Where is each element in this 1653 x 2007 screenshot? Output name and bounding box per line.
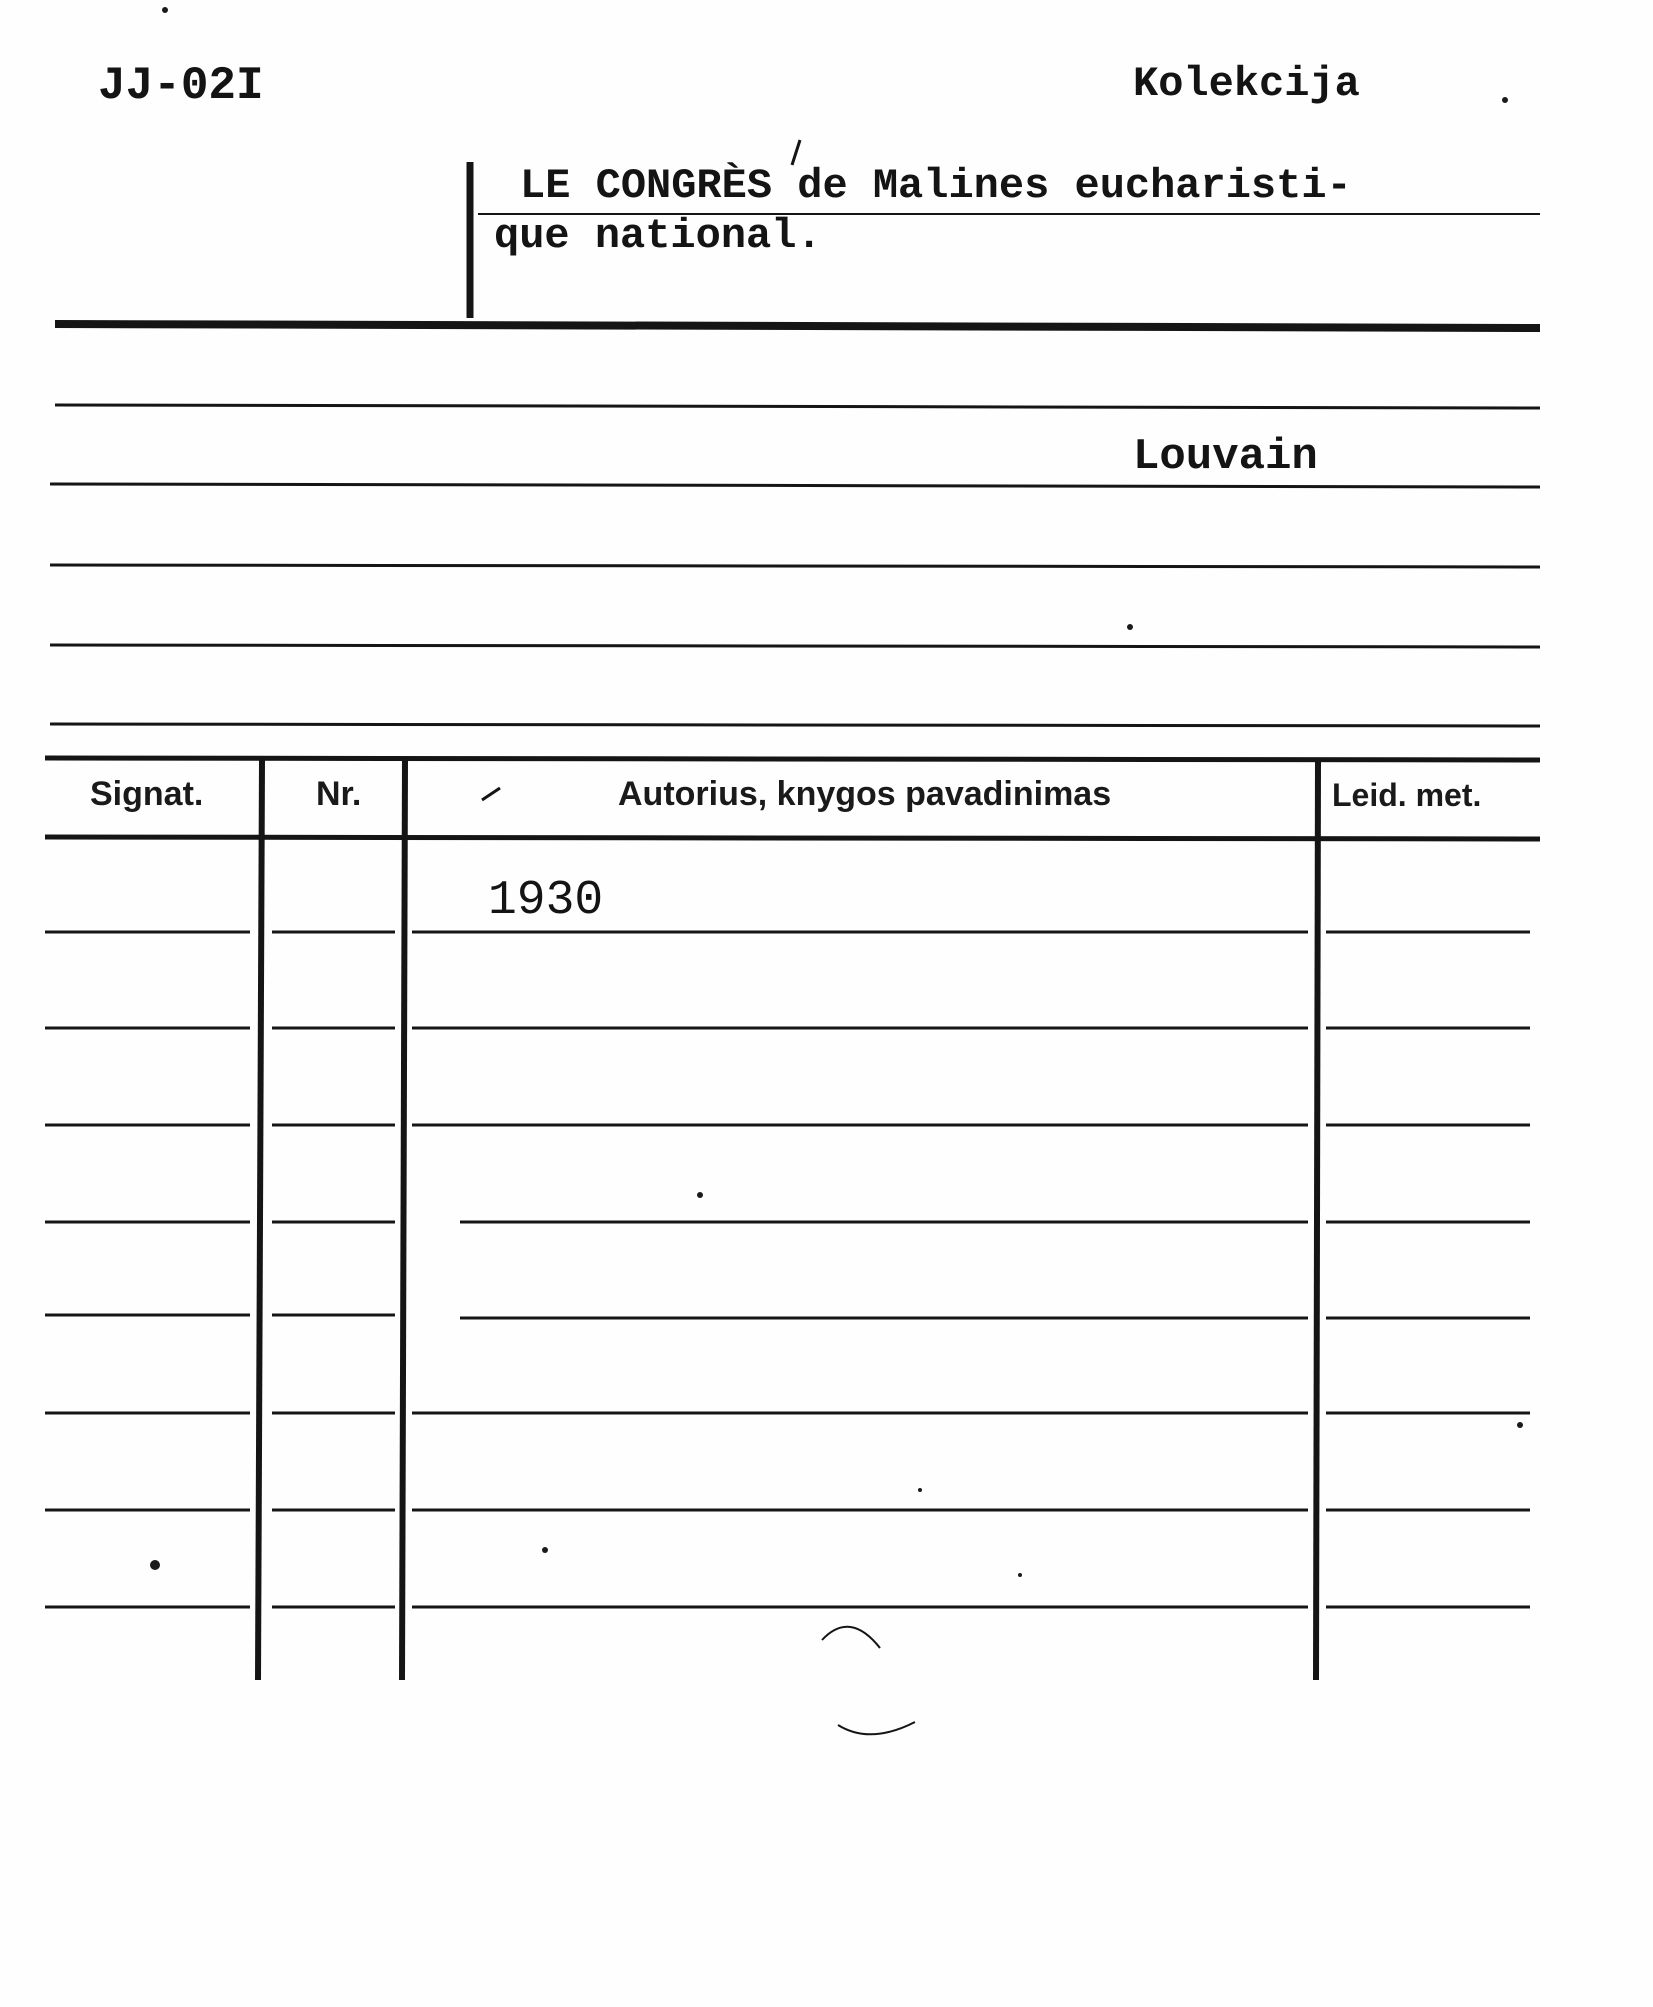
title-line-2: que national. xyxy=(494,212,822,260)
column-divider xyxy=(1316,760,1318,1680)
column-header-signat: Signat. xyxy=(90,775,204,813)
column-header-year: Leid. met. xyxy=(1332,777,1482,813)
rule-line xyxy=(50,565,1540,567)
rule-line xyxy=(50,724,1540,726)
hole-arc xyxy=(822,1627,880,1648)
hole-arc xyxy=(838,1722,915,1734)
column-divider xyxy=(258,760,262,1680)
pen-mark xyxy=(482,788,500,800)
place-of-publication: Louvain xyxy=(1133,432,1318,482)
column-divider xyxy=(402,760,405,1680)
column-header-nr: Nr. xyxy=(316,775,362,813)
table-row-title: 1930 xyxy=(488,874,604,928)
title-line-1: LE CONGRÈS de Malines eucharisti- xyxy=(520,162,1352,210)
column-header-title: Autorius, knygos pavadinimas xyxy=(618,775,1112,813)
signature-code: JJ-02I xyxy=(98,60,264,112)
heavy-rule xyxy=(55,324,1540,328)
rule-line xyxy=(55,405,1540,408)
rule-line xyxy=(50,645,1540,647)
rule-line xyxy=(50,484,1540,487)
collection-label: Kolekcija xyxy=(1133,60,1360,108)
table-top-rule xyxy=(45,758,1540,760)
